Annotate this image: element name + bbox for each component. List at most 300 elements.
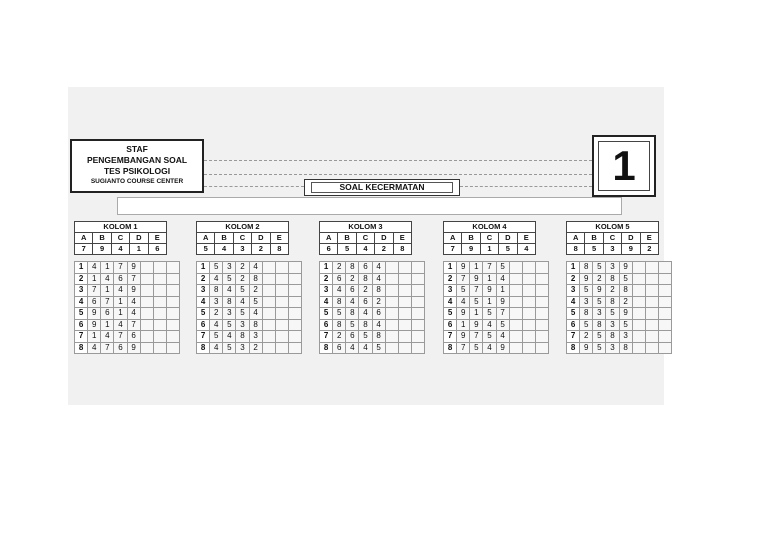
answer-cell[interactable] — [275, 262, 288, 274]
answer-cell[interactable] — [153, 273, 166, 285]
answer-cell[interactable] — [658, 273, 671, 285]
answer-cell[interactable] — [398, 296, 411, 308]
question-digit: 9 — [483, 285, 496, 297]
question-digit: 2 — [333, 262, 346, 274]
question-digit: 7 — [127, 319, 140, 331]
question-digit: 3 — [593, 308, 606, 320]
question-number: 2 — [444, 273, 457, 285]
question-number: 7 — [444, 331, 457, 343]
question-row — [567, 262, 672, 274]
question-digit: 9 — [127, 285, 140, 297]
answer-cell[interactable] — [398, 308, 411, 320]
question-digit: 5 — [236, 308, 249, 320]
question-digit: 5 — [236, 285, 249, 297]
question-row — [320, 319, 425, 331]
question-digit: 2 — [236, 262, 249, 274]
question-digit: 5 — [223, 319, 236, 331]
question-digit: 5 — [483, 331, 496, 343]
question-digit: 6 — [333, 342, 346, 354]
answer-cell[interactable] — [140, 262, 153, 274]
answer-key-table — [566, 221, 659, 255]
answer-cell[interactable] — [140, 319, 153, 331]
question-digit: 4 — [88, 342, 101, 354]
answer-cell[interactable] — [262, 331, 275, 343]
question-digit: 4 — [210, 342, 223, 354]
key-digit: 4 — [517, 244, 535, 255]
answer-cell[interactable] — [645, 308, 658, 320]
question-digit: 3 — [249, 331, 262, 343]
kolom-block — [566, 221, 659, 354]
answer-cell[interactable] — [166, 273, 179, 285]
question-row — [320, 285, 425, 297]
question-number: 4 — [197, 296, 210, 308]
question-digit: 9 — [470, 273, 483, 285]
answer-cell[interactable] — [275, 331, 288, 343]
answer-cell[interactable] — [632, 342, 645, 354]
question-digit: 1 — [88, 273, 101, 285]
question-row — [320, 273, 425, 285]
answer-cell[interactable] — [645, 262, 658, 274]
question-row — [320, 262, 425, 274]
answer-cell[interactable] — [166, 296, 179, 308]
question-digit: 1 — [114, 296, 127, 308]
key-digit: 6 — [320, 244, 338, 255]
key-letter: E — [270, 233, 288, 244]
question-number: 3 — [444, 285, 457, 297]
answer-cell[interactable] — [385, 296, 398, 308]
answer-cell[interactable] — [275, 319, 288, 331]
question-row — [75, 285, 180, 297]
question-digit: 5 — [223, 273, 236, 285]
question-digit: 4 — [372, 262, 385, 274]
question-number: 7 — [75, 331, 88, 343]
answer-cell[interactable] — [140, 273, 153, 285]
question-digit: 4 — [223, 331, 236, 343]
answer-cell[interactable] — [411, 285, 424, 297]
answer-cell[interactable] — [509, 296, 522, 308]
question-digit: 8 — [619, 285, 632, 297]
answer-cell[interactable] — [658, 331, 671, 343]
question-row — [197, 273, 302, 285]
answer-cell[interactable] — [645, 342, 658, 354]
key-letter: D — [499, 233, 517, 244]
key-letter: D — [375, 233, 393, 244]
answer-cell[interactable] — [385, 308, 398, 320]
question-digit: 5 — [580, 285, 593, 297]
answer-cell[interactable] — [522, 331, 535, 343]
question-digit: 2 — [249, 342, 262, 354]
staf-header-box — [70, 139, 204, 193]
soal-title-box — [304, 179, 460, 196]
question-digit: 8 — [619, 342, 632, 354]
answer-cell[interactable] — [398, 262, 411, 274]
question-row — [197, 296, 302, 308]
answer-cell[interactable] — [153, 331, 166, 343]
answer-cell[interactable] — [398, 342, 411, 354]
question-digit: 6 — [333, 273, 346, 285]
answer-cell[interactable] — [411, 273, 424, 285]
question-digit: 4 — [359, 342, 372, 354]
answer-cell[interactable] — [385, 273, 398, 285]
question-digit: 2 — [236, 273, 249, 285]
question-number: 7 — [320, 331, 333, 343]
answer-cell[interactable] — [288, 319, 301, 331]
question-digit: 4 — [457, 296, 470, 308]
answer-cell[interactable] — [658, 296, 671, 308]
answer-cell[interactable] — [398, 285, 411, 297]
question-digit: 5 — [333, 308, 346, 320]
question-digit: 1 — [483, 296, 496, 308]
answer-cell[interactable] — [166, 319, 179, 331]
answer-cell[interactable] — [645, 319, 658, 331]
answer-cell[interactable] — [535, 273, 548, 285]
question-digit: 4 — [496, 273, 509, 285]
answer-cell[interactable] — [140, 342, 153, 354]
answer-cell[interactable] — [398, 273, 411, 285]
question-digit: 9 — [457, 308, 470, 320]
answer-cell[interactable] — [262, 262, 275, 274]
question-digit: 1 — [457, 319, 470, 331]
question-table — [443, 261, 549, 354]
answer-cell[interactable] — [632, 296, 645, 308]
key-digit: 5 — [197, 244, 215, 255]
question-digit: 1 — [470, 262, 483, 274]
answer-cell[interactable] — [509, 342, 522, 354]
question-digit: 2 — [593, 273, 606, 285]
answer-cell[interactable] — [262, 296, 275, 308]
question-row — [197, 319, 302, 331]
question-number: 8 — [444, 342, 457, 354]
question-row — [444, 285, 549, 297]
key-letter: A — [320, 233, 338, 244]
answer-cell[interactable] — [535, 262, 548, 274]
answer-cell[interactable] — [509, 331, 522, 343]
answer-cell[interactable] — [275, 273, 288, 285]
answer-cell[interactable] — [535, 296, 548, 308]
question-digit: 4 — [249, 262, 262, 274]
answer-cell[interactable] — [275, 342, 288, 354]
sheet-number: 1 — [598, 141, 650, 191]
answer-cell[interactable] — [632, 262, 645, 274]
answer-cell[interactable] — [288, 296, 301, 308]
question-digit: 2 — [249, 285, 262, 297]
answer-cell[interactable] — [288, 308, 301, 320]
answer-key-table — [196, 221, 289, 255]
answer-cell[interactable] — [411, 296, 424, 308]
question-number: 3 — [567, 285, 580, 297]
question-digit: 7 — [101, 296, 114, 308]
answer-cell[interactable] — [522, 285, 535, 297]
answer-cell[interactable] — [153, 319, 166, 331]
answer-cell[interactable] — [535, 319, 548, 331]
question-digit: 5 — [223, 342, 236, 354]
answer-cell[interactable] — [658, 319, 671, 331]
question-digit: 9 — [457, 331, 470, 343]
answer-cell[interactable] — [632, 331, 645, 343]
answer-cell[interactable] — [632, 273, 645, 285]
answer-cell[interactable] — [153, 262, 166, 274]
answer-cell[interactable] — [535, 331, 548, 343]
key-digit: 3 — [233, 244, 251, 255]
answer-cell[interactable] — [509, 273, 522, 285]
staf-line: TES PSIKOLOGI — [103, 166, 171, 176]
question-digit: 8 — [580, 262, 593, 274]
answer-cell[interactable] — [632, 319, 645, 331]
question-digit: 2 — [619, 296, 632, 308]
answer-cell[interactable] — [645, 285, 658, 297]
answer-cell[interactable] — [645, 331, 658, 343]
answer-cell[interactable] — [411, 262, 424, 274]
answer-cell[interactable] — [509, 319, 522, 331]
question-digit: 9 — [619, 262, 632, 274]
question-digit: 6 — [114, 342, 127, 354]
kolom-block — [74, 221, 167, 354]
question-digit: 3 — [210, 296, 223, 308]
key-letter: C — [480, 233, 498, 244]
question-digit: 9 — [580, 273, 593, 285]
answer-cell[interactable] — [632, 285, 645, 297]
answer-cell[interactable] — [398, 331, 411, 343]
answer-cell[interactable] — [535, 285, 548, 297]
question-row — [444, 331, 549, 343]
key-letter: B — [338, 233, 356, 244]
question-number: 1 — [567, 262, 580, 274]
answer-cell[interactable] — [262, 308, 275, 320]
answer-cell[interactable] — [288, 342, 301, 354]
answer-cell[interactable] — [166, 308, 179, 320]
question-digit: 3 — [223, 308, 236, 320]
kolom-title: KOLOM 5 — [567, 222, 659, 233]
question-digit: 4 — [114, 319, 127, 331]
key-letter: C — [111, 233, 129, 244]
answer-cell[interactable] — [535, 342, 548, 354]
answer-cell[interactable] — [632, 308, 645, 320]
key-letter: A — [567, 233, 585, 244]
question-digit: 4 — [236, 296, 249, 308]
question-number: 3 — [75, 285, 88, 297]
answer-cell[interactable] — [275, 296, 288, 308]
answer-cell[interactable] — [153, 285, 166, 297]
question-digit: 8 — [580, 308, 593, 320]
question-digit: 6 — [88, 296, 101, 308]
question-digit: 7 — [127, 273, 140, 285]
answer-cell[interactable] — [658, 262, 671, 274]
answer-key-table — [74, 221, 167, 255]
question-number: 5 — [444, 308, 457, 320]
question-digit: 2 — [372, 296, 385, 308]
question-row — [197, 285, 302, 297]
question-row — [75, 331, 180, 343]
answer-cell[interactable] — [385, 342, 398, 354]
connector-line — [204, 186, 304, 187]
question-number: 1 — [197, 262, 210, 274]
question-row — [567, 342, 672, 354]
answer-cell[interactable] — [288, 273, 301, 285]
question-table — [196, 261, 302, 354]
question-digit: 3 — [606, 342, 619, 354]
question-number: 7 — [197, 331, 210, 343]
answer-cell[interactable] — [522, 342, 535, 354]
question-number: 6 — [75, 319, 88, 331]
soal-title: SOAL KECERMATAN — [311, 182, 453, 193]
key-letter: B — [462, 233, 480, 244]
key-digit: 8 — [270, 244, 288, 255]
question-digit: 8 — [333, 296, 346, 308]
question-row — [75, 296, 180, 308]
answer-cell[interactable] — [140, 331, 153, 343]
question-digit: 1 — [88, 331, 101, 343]
question-digit: 5 — [359, 331, 372, 343]
question-digit: 3 — [619, 331, 632, 343]
question-number: 5 — [197, 308, 210, 320]
question-number: 8 — [567, 342, 580, 354]
connector-line — [204, 174, 592, 175]
question-number: 1 — [444, 262, 457, 274]
answer-cell[interactable] — [411, 319, 424, 331]
answer-key-table — [443, 221, 536, 255]
answer-cell[interactable] — [262, 285, 275, 297]
question-digit: 7 — [457, 342, 470, 354]
key-digit: 7 — [75, 244, 93, 255]
answer-cell[interactable] — [522, 296, 535, 308]
question-digit: 4 — [346, 296, 359, 308]
answer-cell[interactable] — [658, 342, 671, 354]
question-row — [567, 331, 672, 343]
question-digit: 4 — [483, 342, 496, 354]
answer-cell[interactable] — [509, 262, 522, 274]
answer-cell[interactable] — [153, 308, 166, 320]
question-row — [567, 285, 672, 297]
question-row — [567, 273, 672, 285]
key-digit: 5 — [338, 244, 356, 255]
question-digit: 9 — [127, 262, 140, 274]
answer-cell[interactable] — [385, 319, 398, 331]
question-table — [566, 261, 672, 354]
question-digit: 9 — [496, 296, 509, 308]
answer-cell[interactable] — [275, 285, 288, 297]
key-digit: 9 — [622, 244, 640, 255]
question-digit: 7 — [457, 273, 470, 285]
question-digit: 5 — [346, 319, 359, 331]
answer-cell[interactable] — [385, 331, 398, 343]
question-table — [319, 261, 425, 354]
answer-cell[interactable] — [385, 262, 398, 274]
question-row — [320, 331, 425, 343]
key-digit: 2 — [252, 244, 270, 255]
question-number: 6 — [444, 319, 457, 331]
answer-cell[interactable] — [385, 285, 398, 297]
answer-cell[interactable] — [658, 308, 671, 320]
answer-cell[interactable] — [153, 342, 166, 354]
question-digit: 3 — [606, 319, 619, 331]
question-digit: 6 — [346, 285, 359, 297]
course-center-name: SUGIANTO COURSE CENTER — [90, 178, 184, 185]
question-digit: 8 — [249, 319, 262, 331]
key-digit: 7 — [444, 244, 462, 255]
answer-cell[interactable] — [288, 262, 301, 274]
question-digit: 9 — [457, 262, 470, 274]
question-row — [75, 319, 180, 331]
key-letter: C — [603, 233, 621, 244]
question-digit: 2 — [580, 331, 593, 343]
kolom-block — [196, 221, 289, 354]
question-digit: 9 — [619, 308, 632, 320]
answer-cell[interactable] — [645, 296, 658, 308]
answer-cell[interactable] — [262, 273, 275, 285]
question-row — [197, 262, 302, 274]
answer-cell[interactable] — [509, 308, 522, 320]
answer-cell[interactable] — [411, 342, 424, 354]
key-letter: E — [148, 233, 166, 244]
answer-cell[interactable] — [153, 296, 166, 308]
question-number: 1 — [320, 262, 333, 274]
question-digit: 1 — [496, 285, 509, 297]
question-number: 5 — [75, 308, 88, 320]
answer-cell[interactable] — [411, 308, 424, 320]
answer-cell[interactable] — [645, 273, 658, 285]
answer-cell[interactable] — [658, 285, 671, 297]
question-row — [197, 308, 302, 320]
kolom-block — [443, 221, 536, 354]
answer-cell[interactable] — [522, 308, 535, 320]
question-row — [75, 342, 180, 354]
kolom-title: KOLOM 1 — [75, 222, 167, 233]
answer-cell[interactable] — [140, 285, 153, 297]
answer-cell[interactable] — [275, 308, 288, 320]
answer-cell[interactable] — [398, 319, 411, 331]
kolom-block — [319, 221, 412, 354]
answer-cell[interactable] — [522, 319, 535, 331]
answer-cell[interactable] — [509, 285, 522, 297]
answer-cell[interactable] — [140, 296, 153, 308]
answer-cell[interactable] — [166, 285, 179, 297]
question-digit: 4 — [372, 273, 385, 285]
question-row — [567, 296, 672, 308]
answer-cell[interactable] — [262, 342, 275, 354]
question-digit: 5 — [210, 331, 223, 343]
question-digit: 6 — [114, 273, 127, 285]
answer-cell[interactable] — [166, 331, 179, 343]
question-number: 3 — [320, 285, 333, 297]
question-number: 3 — [197, 285, 210, 297]
answer-cell[interactable] — [262, 319, 275, 331]
question-digit: 5 — [606, 308, 619, 320]
question-digit: 4 — [333, 285, 346, 297]
answer-cell[interactable] — [166, 342, 179, 354]
question-digit: 7 — [483, 262, 496, 274]
answer-cell[interactable] — [288, 285, 301, 297]
answer-cell[interactable] — [522, 262, 535, 274]
key-letter: D — [252, 233, 270, 244]
question-digit: 8 — [606, 296, 619, 308]
answer-cell[interactable] — [535, 308, 548, 320]
key-digit: 2 — [375, 244, 393, 255]
question-digit: 4 — [210, 319, 223, 331]
question-number: 2 — [197, 273, 210, 285]
key-digit: 6 — [148, 244, 166, 255]
question-digit: 9 — [88, 319, 101, 331]
answer-cell[interactable] — [288, 331, 301, 343]
key-letter: A — [197, 233, 215, 244]
answer-cell[interactable] — [411, 331, 424, 343]
question-row — [75, 308, 180, 320]
answer-cell[interactable] — [522, 273, 535, 285]
answer-cell[interactable] — [166, 262, 179, 274]
question-digit: 2 — [333, 331, 346, 343]
question-number: 5 — [567, 308, 580, 320]
question-digit: 6 — [346, 331, 359, 343]
answer-cell[interactable] — [140, 308, 153, 320]
